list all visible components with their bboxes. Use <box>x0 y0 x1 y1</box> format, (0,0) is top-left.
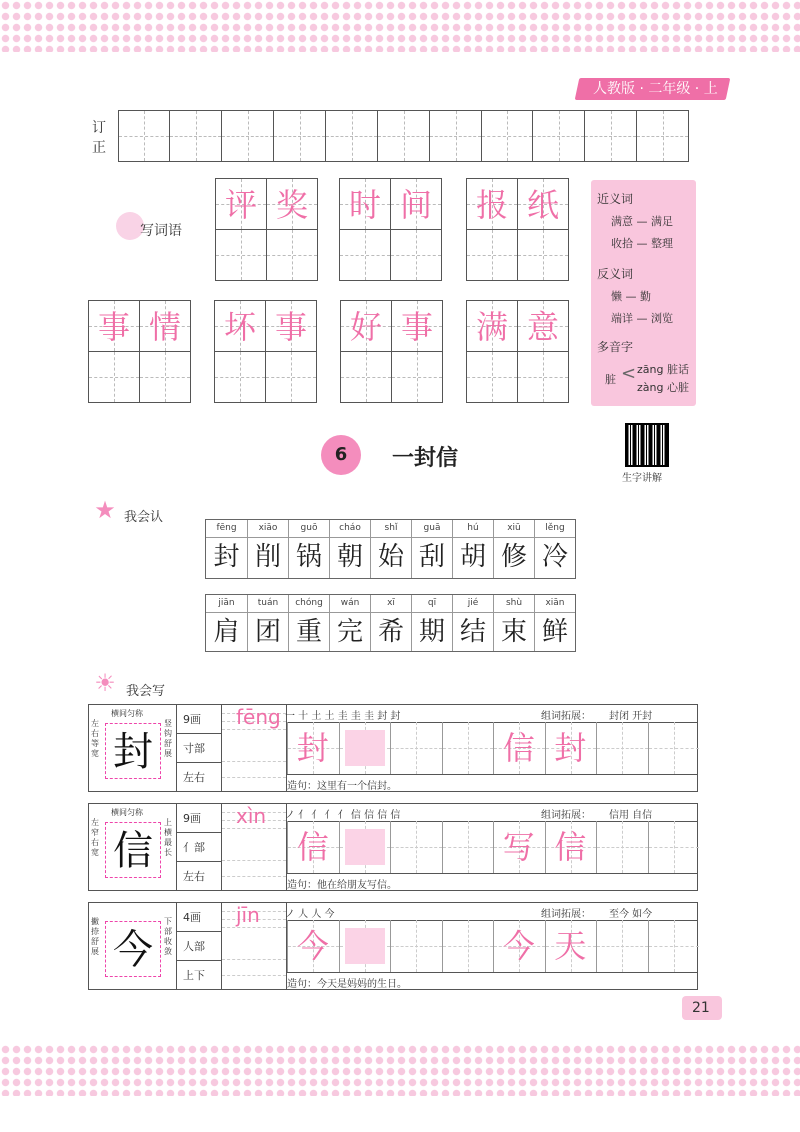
word-practice-cell[interactable] <box>339 229 391 281</box>
polyphone-title: 多音字 <box>597 340 634 354</box>
recognize-item[interactable] <box>534 595 575 651</box>
guide-line <box>443 748 494 749</box>
char-strokes: 4画 <box>177 903 221 932</box>
recognize-char: 期 <box>418 617 445 647</box>
write-label: 我会写 <box>126 684 166 699</box>
write-char-table <box>88 704 698 792</box>
practice-char: 封 <box>296 729 329 767</box>
recognize-item[interactable] <box>452 520 493 578</box>
guide-line <box>597 847 648 848</box>
recognize-pinyin: guā <box>423 523 441 533</box>
pinyin-guide-line <box>222 959 286 960</box>
top-dot-band <box>0 0 800 52</box>
guide-line <box>391 946 442 947</box>
char-structure: 左右 <box>183 771 205 784</box>
word-practice-cell[interactable] <box>88 351 140 403</box>
pinyin-guide-line <box>222 828 286 829</box>
pinyin-text: fēng <box>236 705 281 729</box>
synonym-item: 收拾 — 整理 <box>611 237 673 250</box>
polyphone-reading: zāng 脏话 <box>637 363 689 376</box>
model-char: 信 <box>105 822 161 878</box>
practice-cell[interactable] <box>390 722 442 774</box>
recognize-pinyin: jié <box>467 598 479 608</box>
trace-shape <box>345 730 385 766</box>
recognize-pinyin: cháo <box>339 523 361 533</box>
practice-cell[interactable] <box>648 920 700 972</box>
practice-cell[interactable] <box>596 920 648 972</box>
recognize-table-2 <box>205 594 576 652</box>
recognize-item[interactable] <box>411 595 452 651</box>
recognize-item[interactable] <box>288 520 329 578</box>
recognize-item[interactable] <box>534 520 575 578</box>
guide-line <box>649 847 700 848</box>
recognize-pinyin: xiāo <box>258 523 278 533</box>
recognize-item[interactable] <box>247 595 288 651</box>
word-practice-cell[interactable] <box>139 351 191 403</box>
word-char: 报 <box>475 186 508 224</box>
word-char: 纸 <box>526 186 559 224</box>
char-radical: 亻部 <box>177 833 221 862</box>
guide-line <box>443 946 494 947</box>
lesson-number: 6 <box>321 435 361 475</box>
sun-icon: ☀ <box>94 669 116 697</box>
note-right: 上横最长 <box>164 818 172 857</box>
correction-cell[interactable] <box>273 110 326 162</box>
word-char-cell <box>214 300 266 352</box>
practice-char: 今 <box>502 927 535 965</box>
correction-cell[interactable] <box>532 110 585 162</box>
word-practice-cell[interactable] <box>517 229 569 281</box>
word-practice-cell[interactable] <box>517 351 569 403</box>
synonyms-title: 近义词 <box>597 192 634 206</box>
pinyin-guide-line <box>222 927 286 928</box>
recognize-label: 我会认 <box>124 510 164 525</box>
word-char-cell <box>466 178 518 230</box>
practice-char: 写 <box>502 828 535 866</box>
word-char: 情 <box>148 308 181 346</box>
row-divider <box>287 774 697 775</box>
lesson-title: 一封信 <box>392 446 459 471</box>
model-char: 今 <box>105 921 161 977</box>
word-practice-cell[interactable] <box>391 351 443 403</box>
word-char-cell <box>139 300 191 352</box>
pinyin-guide-line <box>222 975 286 976</box>
page-number: 21 <box>692 1000 710 1016</box>
word-char: 时 <box>348 186 381 224</box>
pinyin-divider <box>206 612 575 613</box>
recognize-char: 修 <box>500 542 527 572</box>
guide-line <box>443 847 494 848</box>
synonym-item: 满意 — 满足 <box>611 215 673 228</box>
correction-label: 订 正 <box>92 120 106 156</box>
recognize-char: 束 <box>500 617 527 647</box>
practice-cell[interactable] <box>648 821 700 873</box>
recognize-char: 结 <box>459 617 486 647</box>
correction-cell[interactable] <box>481 110 533 162</box>
note-top: 横间匀称 <box>111 808 143 817</box>
recognize-pinyin: xiān <box>545 598 565 608</box>
pinyin-guide-line <box>222 761 286 762</box>
practice-cell[interactable] <box>596 722 648 774</box>
pinyin-guide-line <box>222 729 286 730</box>
recognize-item[interactable] <box>206 520 247 578</box>
note-top: 横间匀称 <box>111 709 143 718</box>
word-practice-cell[interactable] <box>265 351 317 403</box>
vocab-sidebox <box>591 180 696 406</box>
edition-tag: 人教版 · 二年级 · 上 <box>575 78 730 100</box>
word-char-cell <box>391 300 443 352</box>
recognize-item[interactable] <box>493 520 534 578</box>
recognize-pinyin: wán <box>340 598 360 608</box>
word-char: 间 <box>399 186 432 224</box>
correction-cell[interactable] <box>429 110 482 162</box>
recognize-char: 胡 <box>459 542 486 572</box>
practice-char: 信 <box>502 729 535 767</box>
word-practice-cell[interactable] <box>466 229 518 281</box>
recognize-pinyin: chóng <box>295 598 323 608</box>
char-strokes: 9画 <box>177 804 221 833</box>
recognize-item[interactable] <box>288 595 329 651</box>
qr-label: 生字讲解 <box>622 473 662 484</box>
recognize-table-1 <box>205 519 576 579</box>
word-char-cell <box>215 178 267 230</box>
recognize-pinyin: shù <box>505 598 523 608</box>
pinyin-text: xìn <box>236 804 267 828</box>
recognize-pinyin: xiū <box>507 523 521 533</box>
word-char-cell <box>466 300 518 352</box>
word-char: 奖 <box>275 186 308 224</box>
correction-cell[interactable] <box>118 110 170 162</box>
write-char-table <box>88 803 698 891</box>
word-char: 事 <box>400 308 433 346</box>
row-divider <box>287 873 697 874</box>
recognize-char: 重 <box>295 617 322 647</box>
star-icon: ★ <box>94 496 116 524</box>
row-divider <box>287 972 697 973</box>
word-practice-cell[interactable] <box>390 229 442 281</box>
word-char: 评 <box>224 186 257 224</box>
word-char: 满 <box>475 308 508 346</box>
practice-char: 信 <box>554 828 587 866</box>
pinyin-guide-line <box>222 777 286 778</box>
model-char-cell <box>89 804 177 890</box>
antonym-item: 端详 — 浏览 <box>611 312 673 325</box>
bottom-dot-band <box>0 1044 800 1096</box>
correction-cell[interactable] <box>584 110 637 162</box>
practice-char: 封 <box>554 729 587 767</box>
recognize-pinyin: guō <box>300 523 318 533</box>
practice-cell[interactable] <box>442 722 494 774</box>
stroke-order: ノ 亻 亻 亻 亻 信 信 信 信 <box>285 810 401 821</box>
word-char: 好 <box>349 308 382 346</box>
word-char: 事 <box>274 308 307 346</box>
correction-cell[interactable] <box>221 110 274 162</box>
recognize-item[interactable] <box>329 595 370 651</box>
guide-line <box>649 946 700 947</box>
correction-cell[interactable] <box>169 110 222 162</box>
extension-label: 组词拓展： <box>541 711 591 722</box>
pinyin-guide-line <box>222 876 286 877</box>
brace-icon: < <box>621 363 637 384</box>
recognize-char: 冷 <box>541 542 568 572</box>
practice-char: 信 <box>296 828 329 866</box>
stroke-order: 一 十 土 土 圭 圭 圭 封 封 <box>285 711 401 722</box>
pinyin-divider <box>206 537 575 538</box>
recognize-item[interactable] <box>247 520 288 578</box>
extension-label: 组词拓展： <box>541 909 591 920</box>
correction-cell[interactable] <box>325 110 378 162</box>
recognize-item[interactable] <box>206 595 247 651</box>
recognize-char: 刮 <box>418 542 445 572</box>
extension-words: 封闭 开封 <box>609 711 653 722</box>
word-char-cell <box>339 178 391 230</box>
note-right: 下部收敛 <box>164 917 172 956</box>
recognize-pinyin: qī <box>427 598 437 608</box>
word-practice-cell[interactable] <box>466 351 518 403</box>
recognize-pinyin: lěng <box>545 523 565 533</box>
char-structure: 上下 <box>183 969 205 982</box>
char-strokes: 9画 <box>177 705 221 734</box>
recognize-char: 朝 <box>336 542 363 572</box>
sentence: 造句：今天是妈妈的生日。 <box>287 979 407 990</box>
sentence: 造句：他在给朋友写信。 <box>287 880 397 891</box>
pinyin-cell <box>221 903 287 989</box>
recognize-pinyin: shǐ <box>384 523 398 533</box>
practice-cell[interactable] <box>390 920 442 972</box>
recognize-pinyin: hú <box>467 523 479 533</box>
char-radical: 人部 <box>177 932 221 961</box>
practice-char: 今 <box>296 927 329 965</box>
guide-line <box>597 946 648 947</box>
word-char-cell <box>517 300 569 352</box>
guide-line <box>597 748 648 749</box>
recognize-item[interactable] <box>493 595 534 651</box>
practice-char: 天 <box>554 927 587 965</box>
guide-line <box>391 748 442 749</box>
write-words-label: 写词语 <box>140 223 182 239</box>
word-char-cell <box>265 300 317 352</box>
recognize-item[interactable] <box>411 520 452 578</box>
word-char: 坏 <box>223 308 256 346</box>
word-practice-cell[interactable] <box>215 229 267 281</box>
word-char-cell <box>340 300 392 352</box>
polyphone-char: 脏 <box>605 373 616 386</box>
recognize-char: 锅 <box>295 542 322 572</box>
word-char: 事 <box>97 308 130 346</box>
word-practice-cell[interactable] <box>266 229 318 281</box>
recognize-pinyin: tuán <box>257 598 279 608</box>
word-practice-cell[interactable] <box>214 351 266 403</box>
recognize-char: 肩 <box>213 617 240 647</box>
polyphone-reading: zàng 心脏 <box>637 381 689 394</box>
antonyms-title: 反义词 <box>597 267 634 281</box>
trace-shape <box>345 928 385 964</box>
recognize-pinyin: xī <box>387 598 395 608</box>
sentence: 造句：这里有一个信封。 <box>287 781 397 792</box>
pinyin-cell <box>221 705 287 791</box>
word-char-cell <box>517 178 569 230</box>
note-right: 竖钩舒展 <box>164 719 172 758</box>
extension-words: 信用 自信 <box>609 810 653 821</box>
char-radical: 寸部 <box>177 734 221 763</box>
recognize-char: 完 <box>336 617 363 647</box>
practice-cell[interactable] <box>390 821 442 873</box>
recognize-char: 削 <box>254 542 281 572</box>
guide-line <box>391 847 442 848</box>
trace-shape <box>345 829 385 865</box>
pinyin-cell <box>221 804 287 890</box>
pinyin-text: jīn <box>236 903 260 927</box>
recognize-pinyin: fēng <box>216 523 237 533</box>
practice-cell[interactable] <box>442 821 494 873</box>
word-char-cell <box>390 178 442 230</box>
word-char-cell <box>266 178 318 230</box>
recognize-char: 始 <box>377 542 404 572</box>
extension-words: 至今 如今 <box>609 909 653 920</box>
note-left: 撇捺舒展 <box>91 917 99 956</box>
recognize-char: 团 <box>254 617 281 647</box>
write-char-table <box>88 902 698 990</box>
note-left: 左窄右宽 <box>91 818 99 857</box>
practice-cell[interactable] <box>596 821 648 873</box>
recognize-item[interactable] <box>370 595 411 651</box>
correction-cell[interactable] <box>636 110 689 162</box>
antonym-item: 懒 — 勤 <box>611 290 651 303</box>
model-char-cell <box>89 903 177 989</box>
practice-cell[interactable] <box>648 722 700 774</box>
correction-cell[interactable] <box>377 110 430 162</box>
word-char: 意 <box>526 308 559 346</box>
recognize-pinyin: jiān <box>218 598 235 608</box>
word-char-cell <box>88 300 140 352</box>
recognize-item[interactable] <box>452 595 493 651</box>
recognize-item[interactable] <box>329 520 370 578</box>
recognize-char: 封 <box>213 542 240 572</box>
guide-line <box>649 748 700 749</box>
qr-code-icon[interactable] <box>625 423 669 467</box>
model-char-cell <box>89 705 177 791</box>
char-structure: 左右 <box>183 870 205 883</box>
recognize-char: 希 <box>377 617 404 647</box>
stroke-order: ノ 人 人 今 <box>285 909 335 920</box>
practice-cell[interactable] <box>442 920 494 972</box>
pinyin-guide-line <box>222 860 286 861</box>
recognize-item[interactable] <box>370 520 411 578</box>
note-left: 左右等宽 <box>91 719 99 758</box>
recognize-char: 鲜 <box>541 617 568 647</box>
word-practice-cell[interactable] <box>340 351 392 403</box>
model-char: 封 <box>105 723 161 779</box>
extension-label: 组词拓展： <box>541 810 591 821</box>
